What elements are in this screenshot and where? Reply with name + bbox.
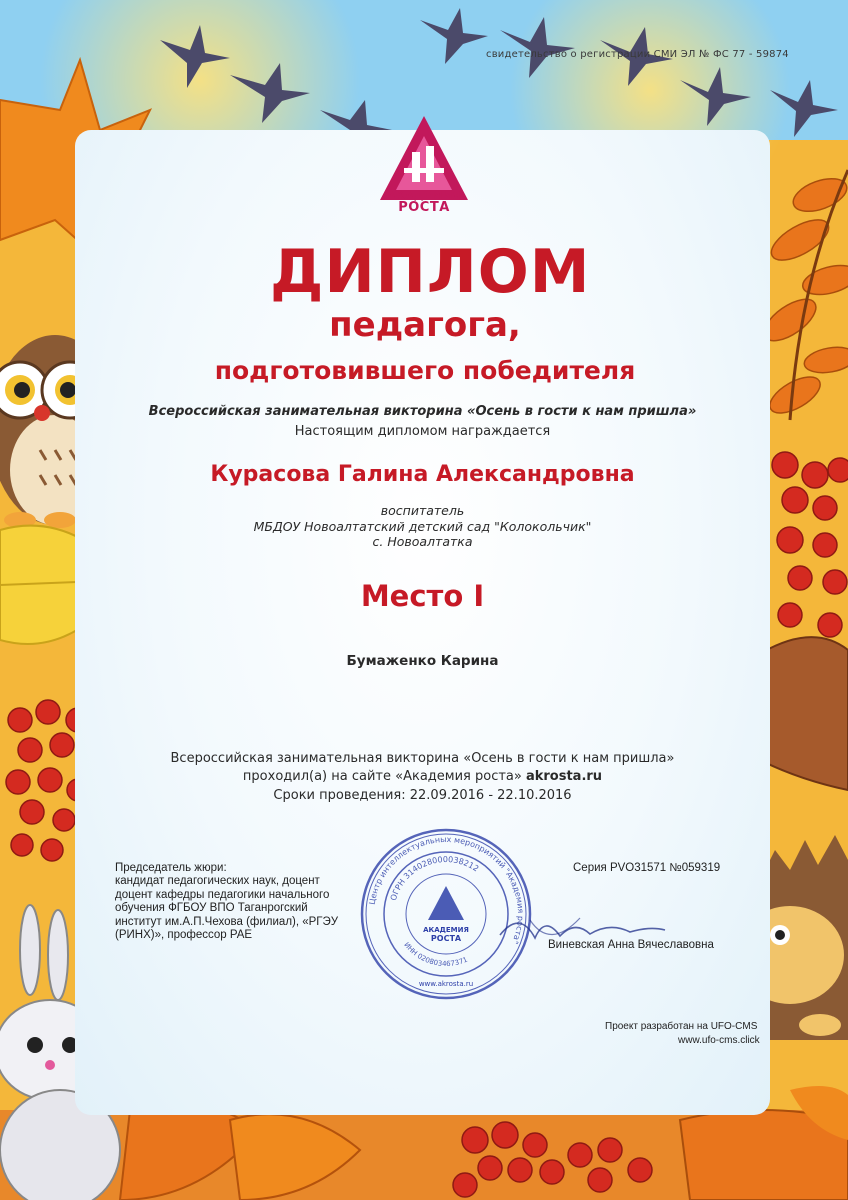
credit-text: Проект разработан на UFO-CMS [605,1021,758,1032]
student-name: Бумаженко Карина [346,653,499,669]
registration-text: свидетельство о регистрации СМИ ЭЛ № ФС 77 - 59874 [486,49,789,60]
diploma-subtitle: педагога, [329,305,521,345]
signer-name: Виневская Анна Вячеславовна [548,939,714,951]
credit-link[interactable]: www.ufo-cms.click [678,1035,760,1046]
jury-line: доцент кафедры педагогики начального [115,888,330,901]
stamp-center-line1: АКАДЕМИЯ [423,926,469,934]
jury-line: (РИНХ)», профессор РАЕ [115,929,253,942]
stamp-site: www.akrosta.ru [418,980,474,988]
recipient-name: Курасова Галина Александровна [210,462,635,487]
svg-text:ИНН 020803467371 [402,941,468,968]
jury-line: Председатель жюри: [115,862,227,874]
event-info-line1: Всероссийская занимательная викторина «Осень в гости к нам пришла» [170,751,675,766]
jury-chair-block [115,862,385,942]
event-info-site-prefix: проходил(а) на сайте «Академия роста» [242,769,526,784]
logo-text-line2: РОСТА [398,200,450,215]
site-link[interactable]: akrosta.ru [525,769,603,784]
handwritten-signature [490,900,670,960]
quiz-name: Всероссийская занимательная викторина «Осень в гости к нам пришла» [148,404,697,419]
place-award: Место I [360,579,485,613]
recipient-city: с. Новоалтатка [372,534,473,549]
jury-line: кандидат педагогических наук, доцент [115,875,320,888]
recipient-position: воспитатель [380,503,465,518]
svg-text:ОГРН 314028000038212 [389,855,480,902]
awarded-text: Настоящим дипломом награждается [294,424,551,439]
stamp-inn: ИНН 020803467371 [402,940,469,969]
stamp-outer-text: Центр интеллектуальных мероприятий "Академия роста" [367,834,526,946]
stamp-ogrn: ОГРН 314028000038212 [388,854,481,902]
diploma-title: ДИПЛОМ [270,237,591,307]
logo-text-line1: АКАДЕМИЯ [386,189,462,202]
event-dates: Сроки проведения: 22.09.2016 - 22.10.2016 [273,788,572,803]
stamp-center-line2: РОСТА [430,934,462,943]
jury-line: обучения ФГБОУ ВПО Таганрогский [115,902,308,915]
jury-line: институт им.А.П.Чехова (филиал), «РГЭУ [115,915,339,928]
event-info-line2 [75,769,770,784]
series-number: Серия PVO31571 №059319 [573,862,721,874]
diploma-subtitle-2: подготовившего победителя [214,356,636,385]
recipient-organization: МБДОУ Новоалтатский детский сад "Колокольчик" [253,519,592,534]
